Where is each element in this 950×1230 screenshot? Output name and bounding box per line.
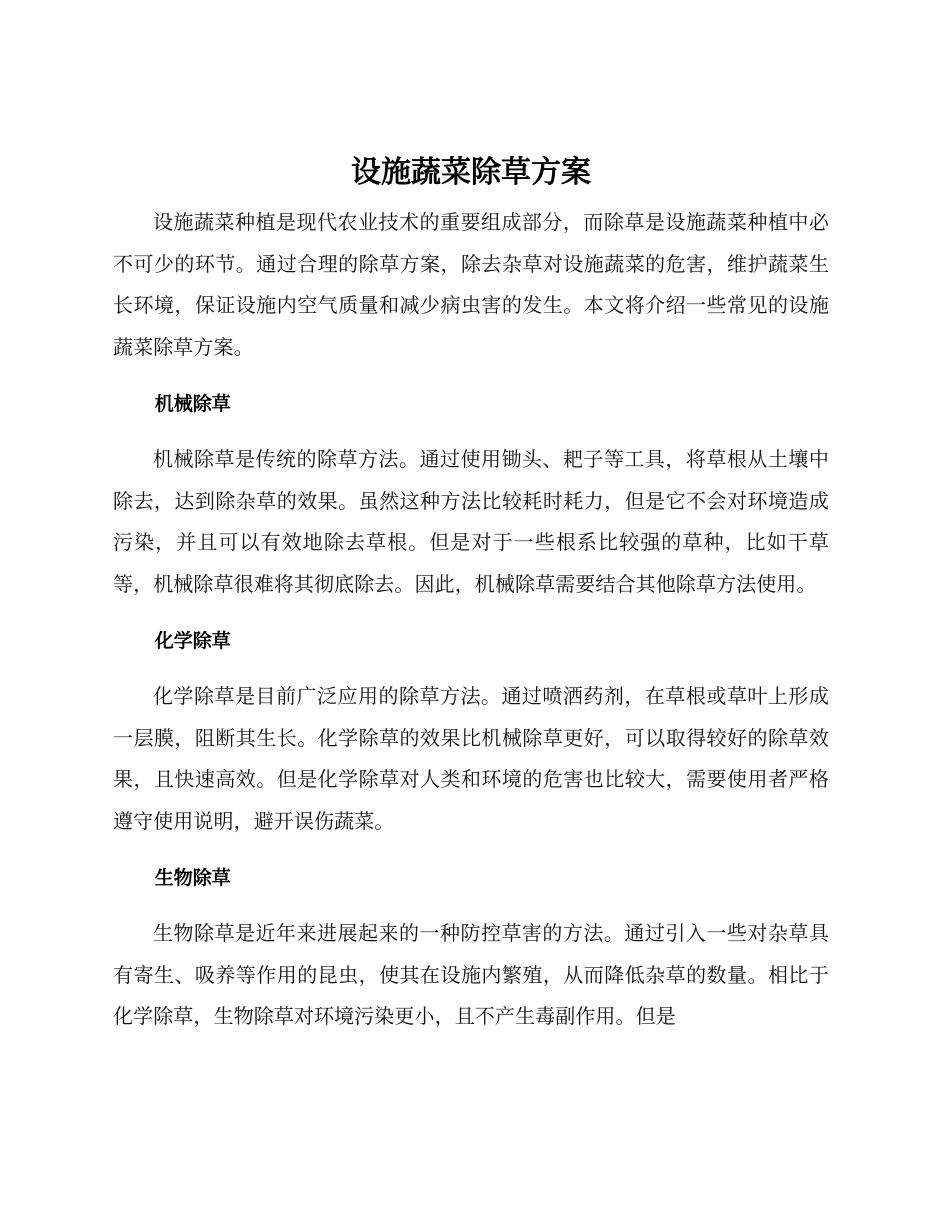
section-heading-biological: 生物除草 xyxy=(154,867,231,889)
section-body-mechanical: 机械除草是传统的除草方法。通过使用锄头、耙子等工具，将草根从土壤中除去，达到除杂草的效果。虽然这种方法比较耗时耗力，但是它不会对环境造成污染，并且可以有效地除去草根。但是对于一些根系比较强的草种，比如干草等，机械除草很难将其彻底除去。因此，机械除草需要结合其他除草方法使用。 xyxy=(113,447,829,596)
section-body-chemical: 化学除草是目前广泛应用的除草方法。通过喷洒药剂，在草根或草叶上形成一层膜，阻断其生长。化学除草的效果比机械除草更好，可以取得较好的除草效果，且快速高效。但是化学除草对人类和环境的危害也比较大，需要使用者严格遵守使用说明，避开误伤蔬菜。 xyxy=(113,684,829,833)
section-heading-mechanical: 机械除草 xyxy=(154,393,231,415)
section-body-biological: 生物除草是近年来进展起来的一种防控草害的方法。通过引入一些对杂草具有寄生、吸养等作用的昆虫，使其在设施内繁殖，从而降低杂草的数量。相比于化学除草，生物除草对环境污染更小，且不产生毒副作用。但是 xyxy=(113,921,829,1028)
intro-paragraph: 设施蔬菜种植是现代农业技术的重要组成部分，而除草是设施蔬菜种植中必不可少的环节。通过合理的除草方案，除去杂草对设施蔬菜的危害，维护蔬菜生长环境，保证设施内空气质量和减少病虫害的发生。本文将介绍一些常见的设施蔬菜除草方案。 xyxy=(113,210,829,359)
document-title: 设施蔬菜除草方案 xyxy=(351,155,591,190)
document-content xyxy=(113,148,829,1038)
section-heading-chemical: 化学除草 xyxy=(154,630,231,652)
